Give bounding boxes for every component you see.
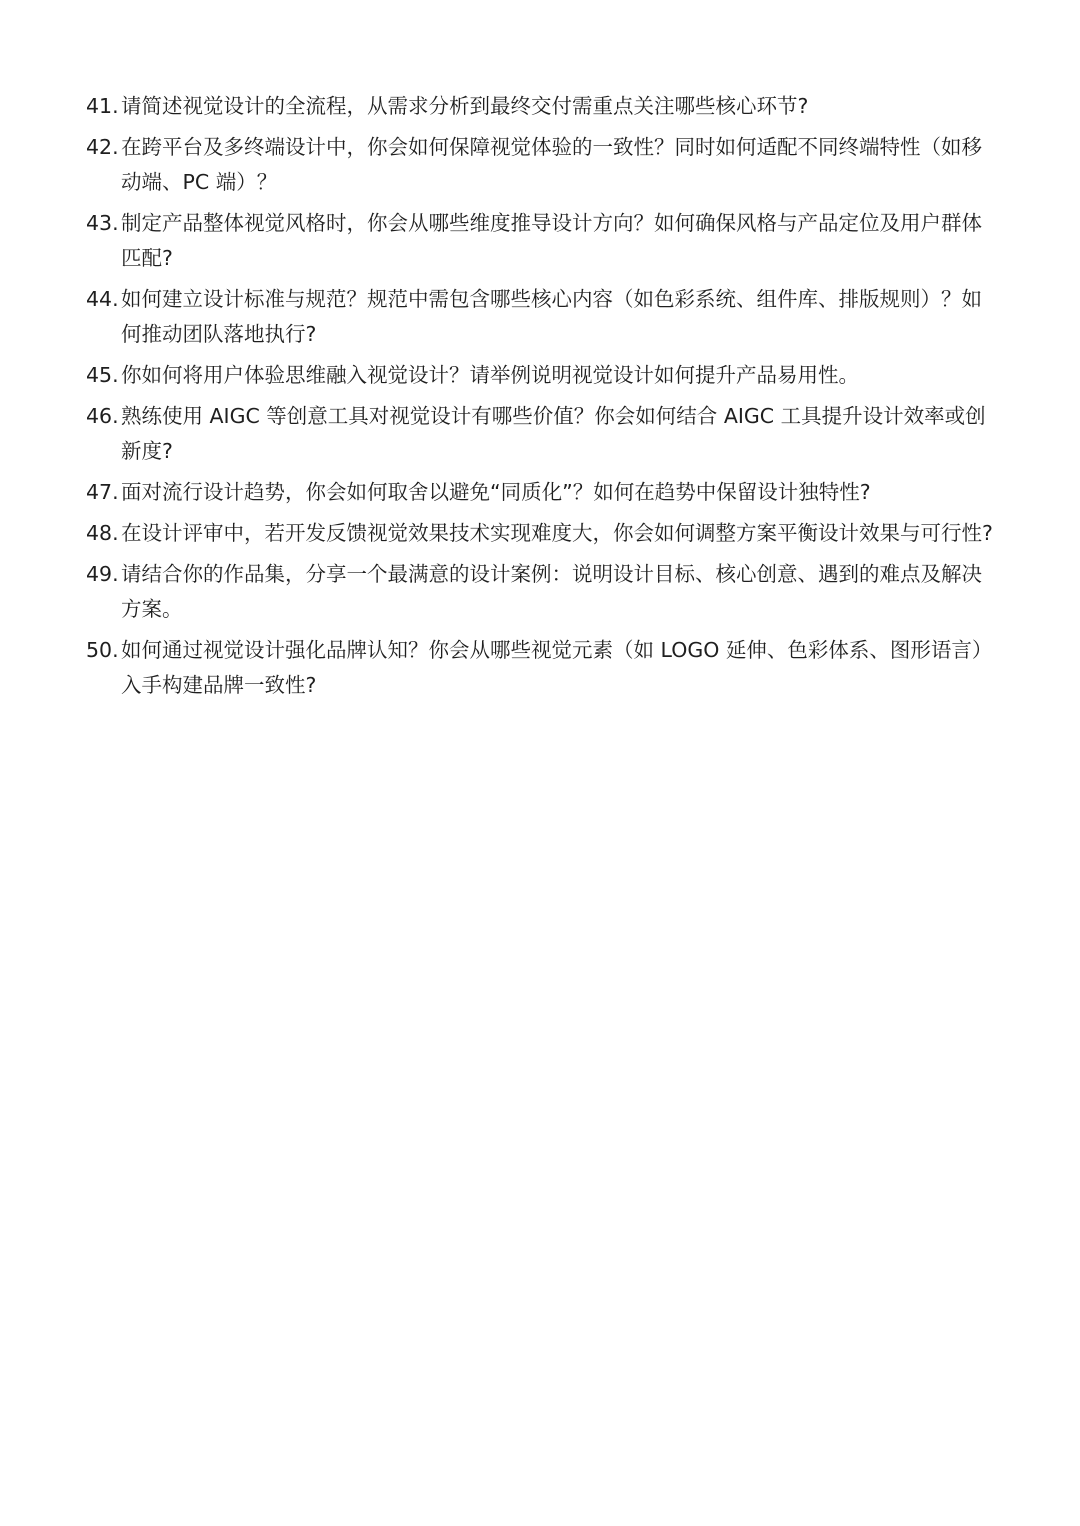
question-list — [86, 89, 996, 709]
question-text: 制定产品整体视觉风格时，你会从哪些维度推导设计方向？如何确保风格与产品定位及用户群体匹配? — [121, 211, 982, 270]
question-text: 如何建立设计标准与规范？规范中需包含哪些核心内容（如色彩系统、组件库、排版规则）？如何推动团队落地执行? — [121, 287, 982, 346]
question-number: 49. — [86, 562, 119, 586]
question-item — [86, 475, 996, 510]
question-item — [86, 282, 996, 352]
question-number: 50. — [86, 638, 119, 662]
question-text: 请结合你的作品集，分享一个最满意的设计案例：说明设计目标、核心创意、遇到的难点及解决方案。 — [121, 562, 982, 621]
question-item — [86, 633, 996, 703]
question-item — [86, 89, 996, 124]
question-text: 如何通过视觉设计强化品牌认知？你会从哪些视觉元素（如 LOGO 延伸、色彩体系、图形语言）入手构建品牌一致性? — [121, 638, 993, 697]
question-number: 46. — [86, 404, 119, 428]
question-text: 你如何将用户体验思维融入视觉设计？请举例说明视觉设计如何提升产品易用性。 — [121, 363, 859, 387]
question-text: 面对流行设计趋势，你会如何取舍以避免“同质化”？如何在趋势中保留设计独特性? — [121, 480, 871, 504]
question-item — [86, 516, 996, 551]
question-number: 48. — [86, 521, 119, 545]
question-item — [86, 206, 996, 276]
question-text: 在跨平台及多终端设计中，你会如何保障视觉体验的一致性？同时如何适配不同终端特性（如移动端、PC 端）？ — [121, 135, 982, 194]
question-item — [86, 130, 996, 200]
question-item — [86, 358, 996, 393]
question-number: 42. — [86, 135, 119, 159]
question-number: 41. — [86, 94, 119, 118]
question-text: 请简述视觉设计的全流程，从需求分析到最终交付需重点关注哪些核心环节? — [121, 94, 809, 118]
question-number: 44. — [86, 287, 119, 311]
question-item — [86, 557, 996, 627]
question-text: 在设计评审中，若开发反馈视觉效果技术实现难度大，你会如何调整方案平衡设计效果与可行性? — [121, 521, 993, 545]
question-number: 43. — [86, 211, 119, 235]
question-item — [86, 399, 996, 469]
question-number: 45. — [86, 363, 119, 387]
question-number: 47. — [86, 480, 119, 504]
question-text: 熟练使用 AIGC 等创意工具对视觉设计有哪些价值？你会如何结合 AIGC 工具提升设计效率或创新度? — [121, 404, 986, 463]
